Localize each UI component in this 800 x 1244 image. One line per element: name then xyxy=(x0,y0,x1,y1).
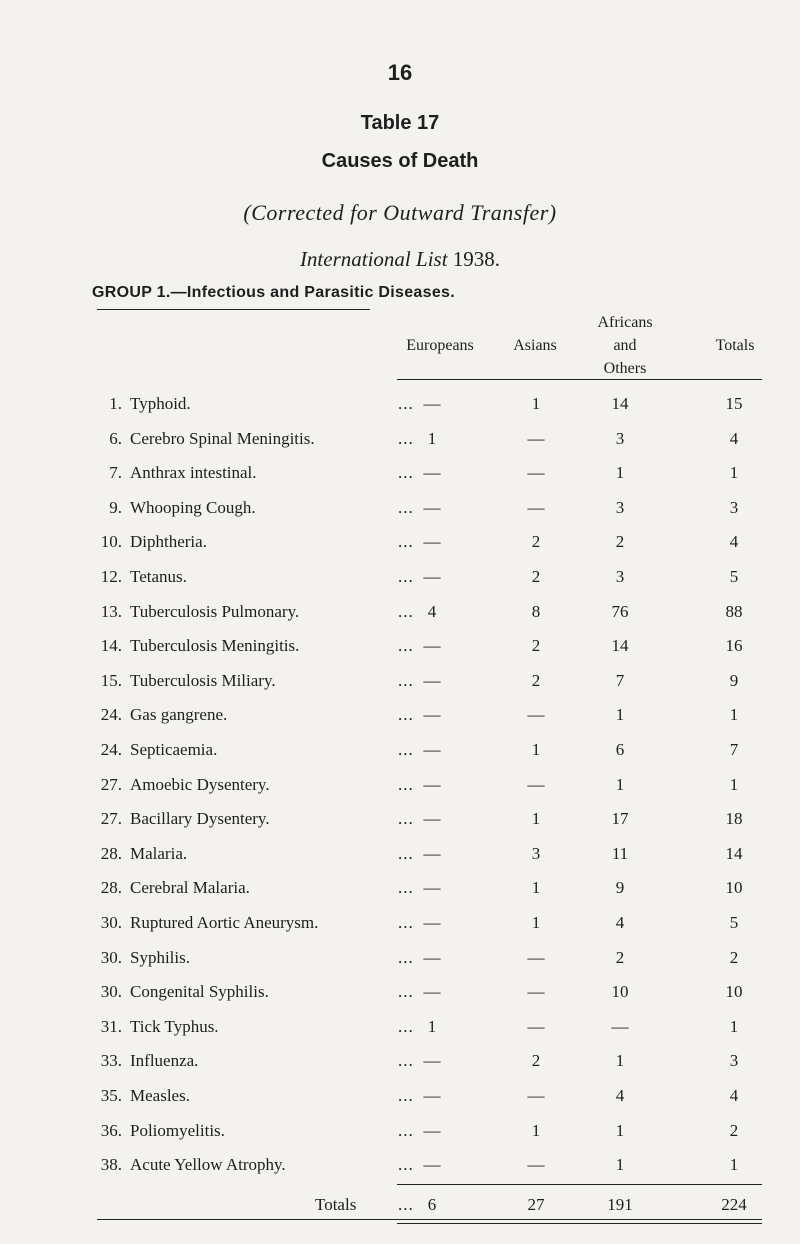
africans-count: 10 xyxy=(611,982,629,1002)
totals-asians: 27 xyxy=(527,1195,545,1214)
asians-count: 2 xyxy=(531,567,541,586)
row-total: 2 xyxy=(729,947,739,967)
row-number: 13. xyxy=(100,601,122,621)
col-africans-line1: Africans xyxy=(597,314,653,331)
footer-rule-2 xyxy=(397,1223,762,1224)
row-total: 15 xyxy=(725,394,743,413)
europeans-count: — xyxy=(423,394,441,413)
row-number: 28. xyxy=(100,878,122,898)
table-row xyxy=(0,532,800,562)
heading-rule xyxy=(97,309,370,310)
col-totals: Totals xyxy=(715,337,755,354)
row-total: 4 xyxy=(729,532,739,552)
cause-name: Malaria. xyxy=(130,843,188,863)
row-number: 30. xyxy=(100,982,122,1002)
europeans-count: — xyxy=(423,843,441,863)
table-row xyxy=(0,809,800,839)
europeans-count: — xyxy=(423,1120,441,1140)
cause-name: Bacillary Dysentery. xyxy=(130,809,270,829)
asians-count: — xyxy=(527,428,545,448)
africans-count: 14 xyxy=(611,636,629,656)
africans-count: 3 xyxy=(615,497,625,517)
leader-dots: ... xyxy=(398,394,414,413)
cause-name: Typhoid. xyxy=(130,394,191,413)
row-number: 24. xyxy=(100,705,122,725)
row-number: 36. xyxy=(100,1120,122,1140)
asians-count: 1 xyxy=(531,809,541,829)
leader-dots: ... xyxy=(398,809,414,829)
table-row xyxy=(0,948,800,978)
asians-count: 1 xyxy=(531,878,541,898)
asians-count: — xyxy=(527,982,545,1002)
table-row xyxy=(0,982,800,1012)
europeans-count: — xyxy=(423,740,441,759)
row-total: 5 xyxy=(729,913,739,932)
row-total: 88 xyxy=(725,601,743,621)
asians-count: — xyxy=(527,1086,545,1105)
cause-name: Tuberculosis Pulmonary. xyxy=(130,601,300,621)
col-europeans: Europeans xyxy=(406,337,474,354)
cause-name: Influenza. xyxy=(130,1051,199,1071)
leader-dots: ... xyxy=(398,705,414,725)
europeans-count: — xyxy=(423,532,441,552)
table-row xyxy=(0,429,800,459)
asians-count: — xyxy=(527,1016,545,1036)
row-number: 31. xyxy=(100,1016,122,1036)
asians-count: 2 xyxy=(531,670,541,690)
africans-count: 1 xyxy=(615,1155,625,1175)
table-row xyxy=(0,913,800,943)
asians-count: 8 xyxy=(531,601,541,621)
europeans-count: — xyxy=(423,1051,441,1071)
europeans-count: — xyxy=(423,463,441,483)
cause-name: Congenital Syphilis. xyxy=(130,982,269,1002)
leader-dots: ... xyxy=(398,774,414,794)
totals-europeans: 6 xyxy=(427,1195,437,1214)
europeans-count: — xyxy=(423,913,441,932)
europeans-count: — xyxy=(423,1086,441,1105)
row-number: 38. xyxy=(100,1155,122,1175)
africans-count: 1 xyxy=(615,1051,625,1071)
leader-dots: ... xyxy=(398,428,414,448)
table-row xyxy=(0,567,800,597)
europeans-count: 1 xyxy=(427,428,437,448)
europeans-count: — xyxy=(423,774,441,794)
table-row xyxy=(0,463,800,493)
asians-count: — xyxy=(527,774,545,794)
row-number: 28. xyxy=(100,843,122,863)
row-number: 27. xyxy=(100,809,122,829)
row-number: 7. xyxy=(109,463,122,483)
leader-dots: ... xyxy=(398,982,414,1002)
table-row xyxy=(0,602,800,632)
cause-name: Syphilis. xyxy=(130,947,190,967)
africans-count: — xyxy=(611,1016,629,1036)
table-title: Table 17 xyxy=(360,112,440,134)
totals-dots: ... xyxy=(398,1195,414,1214)
row-total: 1 xyxy=(729,1016,739,1036)
cause-name: Whooping Cough. xyxy=(130,497,256,517)
africans-count: 2 xyxy=(615,947,625,967)
international-list xyxy=(0,247,800,272)
africans-count: 9 xyxy=(615,878,625,898)
table-row xyxy=(0,394,800,424)
leader-dots: ... xyxy=(398,636,414,656)
col-africans-line2: and xyxy=(613,337,637,354)
row-total: 14 xyxy=(725,843,743,863)
table-row xyxy=(0,1121,800,1151)
row-number: 14. xyxy=(100,636,122,656)
row-number: 33. xyxy=(100,1051,122,1071)
africans-count: 3 xyxy=(615,428,625,448)
asians-count: 2 xyxy=(531,1051,541,1071)
asians-count: 2 xyxy=(531,636,541,656)
cause-name: Gas gangrene. xyxy=(130,705,228,725)
header-rule xyxy=(397,379,762,380)
cause-name: Tick Typhus. xyxy=(130,1016,219,1036)
asians-count: — xyxy=(527,463,545,483)
africans-count: 76 xyxy=(611,601,629,621)
africans-count: 7 xyxy=(615,670,625,690)
table-row xyxy=(0,671,800,701)
leader-dots: ... xyxy=(398,843,414,863)
row-number: 6. xyxy=(109,428,122,448)
asians-count: 2 xyxy=(531,532,541,552)
africans-count: 11 xyxy=(611,843,629,863)
leader-dots: ... xyxy=(398,1086,414,1105)
africans-count: 1 xyxy=(615,463,625,483)
row-total: 10 xyxy=(725,878,743,898)
table-row xyxy=(0,636,800,666)
europeans-count: — xyxy=(423,809,441,829)
totals-total: 224 xyxy=(721,1195,747,1214)
table-row xyxy=(0,1086,800,1116)
europeans-count: — xyxy=(423,705,441,725)
row-number: 12. xyxy=(100,567,122,586)
table-row xyxy=(0,844,800,874)
row-total: 4 xyxy=(729,428,739,448)
leader-dots: ... xyxy=(398,947,414,967)
cause-name: Poliomyelitis. xyxy=(130,1120,225,1140)
africans-count: 4 xyxy=(615,913,625,932)
row-number: 15. xyxy=(100,670,122,690)
cause-name: Cerebral Malaria. xyxy=(130,878,250,898)
asians-count: 1 xyxy=(531,913,541,932)
cause-name: Anthrax intestinal. xyxy=(130,463,257,483)
asians-count: — xyxy=(527,705,545,725)
cause-name: Cerebro Spinal Meningitis. xyxy=(130,428,315,448)
table-row xyxy=(0,1051,800,1081)
asians-count: — xyxy=(527,1155,545,1175)
table-row xyxy=(0,498,800,528)
row-total: 3 xyxy=(729,1051,739,1071)
europeans-count: — xyxy=(423,636,441,656)
africans-count: 14 xyxy=(611,394,629,413)
totals-label: Totals xyxy=(315,1195,357,1214)
cause-name: Tuberculosis Miliary. xyxy=(130,670,276,690)
leader-dots: ... xyxy=(398,1120,414,1140)
cause-name: Amoebic Dysentery. xyxy=(130,774,270,794)
row-number: 9. xyxy=(109,497,122,517)
row-number: 35. xyxy=(100,1086,122,1105)
leader-dots: ... xyxy=(398,497,414,517)
cause-name: Ruptured Aortic Aneurysm. xyxy=(130,913,319,932)
europeans-count: 1 xyxy=(427,1016,437,1036)
group-heading: GROUP 1.—Infectious and Parasitic Diseases. xyxy=(92,284,455,301)
africans-count: 1 xyxy=(615,705,625,725)
cause-name: Tetanus. xyxy=(130,567,187,586)
asians-count: 1 xyxy=(531,1120,541,1140)
asians-count: 1 xyxy=(531,740,541,759)
row-total: 3 xyxy=(729,497,739,517)
cause-name: Septicaemia. xyxy=(130,740,218,759)
europeans-count: — xyxy=(423,497,441,517)
table-row xyxy=(0,740,800,770)
leader-dots: ... xyxy=(398,601,414,621)
row-total: 7 xyxy=(729,740,739,759)
row-number: 1. xyxy=(109,394,122,413)
africans-count: 1 xyxy=(615,1120,625,1140)
col-asians: Asians xyxy=(513,337,557,354)
row-total: 2 xyxy=(729,1120,739,1140)
row-number: 30. xyxy=(100,913,122,932)
leader-dots: ... xyxy=(398,1155,414,1175)
col-africans xyxy=(575,311,675,380)
leader-dots: ... xyxy=(398,532,414,552)
africans-count: 3 xyxy=(615,567,625,586)
africans-count: 17 xyxy=(611,809,629,829)
row-number: 24. xyxy=(100,740,122,759)
asians-count: 1 xyxy=(531,394,541,413)
row-number: 27. xyxy=(100,774,122,794)
europeans-count: — xyxy=(423,947,441,967)
international-list-label: International List xyxy=(299,247,448,271)
row-total: 1 xyxy=(729,705,739,725)
europeans-count: — xyxy=(423,878,441,898)
footer-rule-1 xyxy=(97,1219,762,1220)
international-list-year: 1938. xyxy=(447,247,501,271)
row-total: 16 xyxy=(725,636,743,656)
row-total: 5 xyxy=(729,567,739,586)
table-row xyxy=(0,775,800,805)
africans-count: 4 xyxy=(615,1086,625,1105)
asians-count: — xyxy=(527,497,545,517)
leader-dots: ... xyxy=(398,1051,414,1071)
cause-name: Acute Yellow Atrophy. xyxy=(130,1155,286,1175)
leader-dots: ... xyxy=(398,878,414,898)
row-total: 1 xyxy=(729,1155,739,1175)
transfer-note: (Corrected for Outward Transfer) xyxy=(243,200,557,225)
totals-top-rule xyxy=(397,1184,762,1185)
asians-count: — xyxy=(527,947,545,967)
europeans-count: 4 xyxy=(427,601,437,621)
leader-dots: ... xyxy=(398,463,414,483)
cause-name: Tuberculosis Meningitis. xyxy=(130,636,300,656)
europeans-count: — xyxy=(423,670,441,690)
leader-dots: ... xyxy=(398,670,414,690)
table-row xyxy=(0,705,800,735)
table-row xyxy=(0,1155,800,1185)
leader-dots: ... xyxy=(398,740,414,759)
africans-count: 2 xyxy=(615,532,625,552)
europeans-count: — xyxy=(423,982,441,1002)
cause-name: Diphtheria. xyxy=(130,532,207,552)
table-row xyxy=(0,1017,800,1047)
row-total: 10 xyxy=(725,982,743,1002)
leader-dots: ... xyxy=(398,567,414,586)
africans-count: 6 xyxy=(615,740,625,759)
leader-dots: ... xyxy=(398,913,414,932)
row-total: 4 xyxy=(729,1086,739,1105)
europeans-count: — xyxy=(423,567,441,586)
row-number: 10. xyxy=(100,532,122,552)
asians-count: 3 xyxy=(531,843,541,863)
row-number: 30. xyxy=(100,947,122,967)
africans-count: 1 xyxy=(615,774,625,794)
table-subtitle: Causes of Death xyxy=(321,150,479,172)
row-total: 9 xyxy=(729,670,739,690)
row-total: 1 xyxy=(729,463,739,483)
col-africans-line3: Others xyxy=(603,360,647,377)
table-row xyxy=(0,878,800,908)
page-number: 16 xyxy=(387,60,413,85)
cause-name: Measles. xyxy=(130,1086,190,1105)
totals-africans: 191 xyxy=(607,1195,633,1214)
row-total: 1 xyxy=(729,774,739,794)
row-total: 18 xyxy=(725,809,743,829)
europeans-count: — xyxy=(423,1155,441,1175)
leader-dots: ... xyxy=(398,1016,414,1036)
